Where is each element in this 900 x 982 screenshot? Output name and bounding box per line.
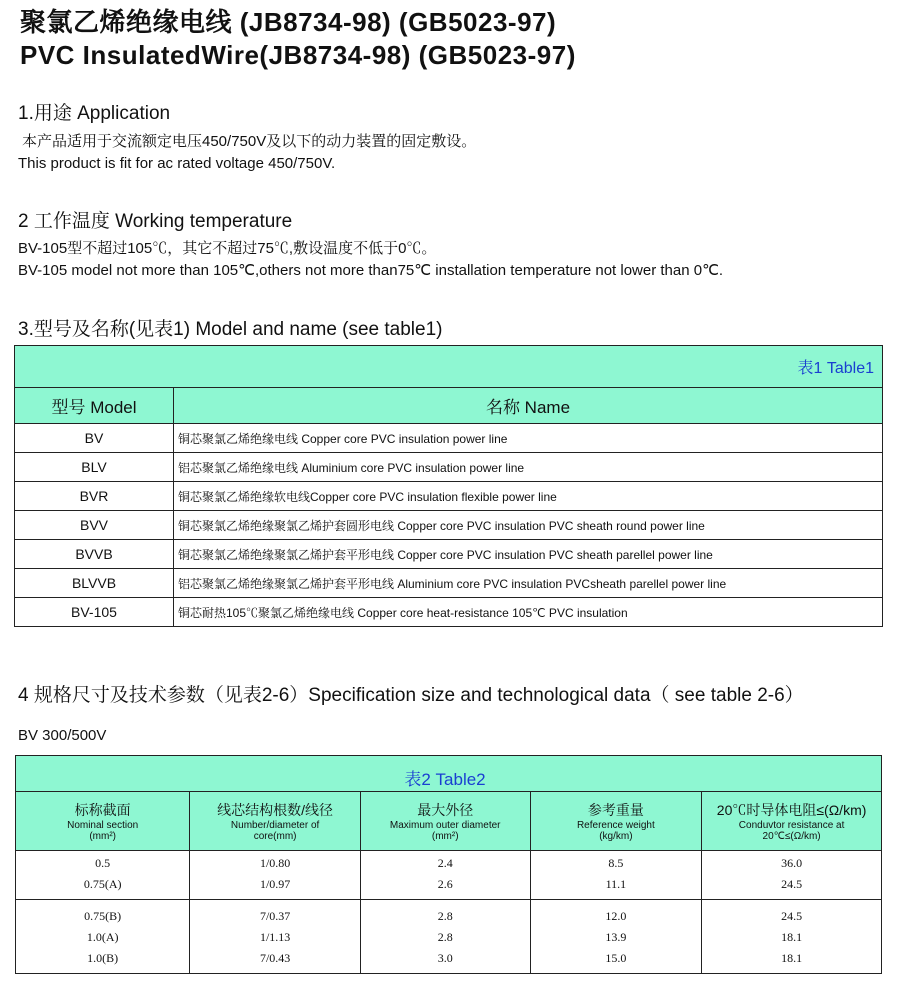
- table-row: [15, 482, 883, 511]
- name-cell: 铜芯聚氯乙烯绝缘电线 Copper core PVC insulation power line: [174, 424, 883, 453]
- data-cell: [16, 851, 190, 900]
- cell-value: 12.0: [605, 909, 627, 923]
- table-row-group: [16, 851, 882, 900]
- header-unit: (mm²): [89, 831, 116, 842]
- model-cell: BVV: [15, 511, 174, 540]
- model-cell: BLVVB: [15, 569, 174, 598]
- section-temperature-heading: 2 工作温度 Working temperature: [18, 211, 293, 232]
- header-en: Nominal section: [67, 820, 139, 831]
- data-cell: [530, 851, 702, 900]
- header-unit: core(mm): [253, 831, 297, 842]
- table-row-group: [16, 900, 882, 974]
- name-cell: 铝芯聚氯乙烯绝缘聚氯乙烯护套平形电线 Aluminium core PVC insulation PVCsheath parellel power line: [174, 569, 883, 598]
- model-cell: BV: [15, 424, 174, 453]
- cell-value: 1.0(A): [86, 930, 119, 944]
- name-cell: 铜芯聚氯乙烯绝缘软电线Copper core PVC insulation flexible power line: [174, 482, 883, 511]
- section-model-heading: 3.型号及名称(见表1) Model and name (see table1): [18, 319, 443, 340]
- data-cell: [702, 900, 882, 974]
- model-cell: BV-105: [15, 598, 174, 627]
- cell-value: 2.8: [437, 930, 453, 944]
- name-cell: 铜芯耐热105℃聚氯乙烯绝缘电线 Copper core heat-resistance 105℃ PVC insulation: [174, 598, 883, 627]
- header-cn: 线芯结构根数/线径: [217, 802, 334, 818]
- model-cell: BVR: [15, 482, 174, 511]
- cell-value: 0.75(B): [84, 909, 122, 923]
- spec-subtitle: BV 300/500V: [18, 727, 107, 744]
- cell-value: 3.0: [437, 951, 453, 965]
- header-cn: 20℃时导体电阻≤(Ω/km): [716, 802, 867, 818]
- name-cell: 铜芯聚氯乙烯绝缘聚氯乙烯护套平形电线 Copper core PVC insulation PVC sheath parellel power line: [174, 540, 883, 569]
- cell-value: 18.1: [781, 951, 803, 965]
- cell-value: 0.5: [95, 856, 111, 870]
- table1-caption: 表1 Table1: [15, 346, 883, 388]
- section-application-heading: 1.用途 Application: [18, 103, 171, 124]
- cell-value: 2.8: [437, 909, 453, 923]
- cell-value: 8.5: [608, 856, 624, 870]
- table-row: [15, 453, 883, 482]
- application-en: This product is fit for ac rated voltage 450/750V.: [18, 155, 336, 172]
- table2: [15, 755, 882, 974]
- header-en: Maximum outer diameter: [389, 820, 501, 831]
- table-row: [15, 424, 883, 453]
- cell-value: 2.4: [437, 856, 453, 870]
- data-cell: [360, 900, 530, 974]
- table-row: [15, 598, 883, 627]
- cell-value: 1.0(B): [87, 951, 119, 965]
- table2-header: [360, 792, 530, 851]
- model-cell: BLV: [15, 453, 174, 482]
- data-cell: [16, 900, 190, 974]
- table2-header: [702, 792, 882, 851]
- table-row: [15, 540, 883, 569]
- title-chinese: 聚氯乙烯绝缘电线 (JB8734-98) (GB5023-97): [20, 7, 557, 37]
- table2-header: [190, 792, 361, 851]
- application-cn: 本产品适用于交流额定电压450/750V及以下的动力装置的固定敷设。: [22, 133, 477, 150]
- table2-header: [530, 792, 702, 851]
- data-cell: [530, 900, 702, 974]
- cell-value: 7/0.37: [259, 909, 291, 923]
- data-cell: [702, 851, 882, 900]
- header-en: Conduvtor resistance at: [738, 820, 845, 831]
- table2-caption: 表2 Table2: [16, 756, 882, 792]
- temperature-en: BV-105 model not more than 105℃,others not more than75℃ installation temperature not lower than 0℃.: [18, 262, 724, 279]
- data-cell: [360, 851, 530, 900]
- name-cell: 铝芯聚氯乙烯绝缘电线 Aluminium core PVC insulation power line: [174, 453, 883, 482]
- table1-header-name: 名称 Name: [174, 388, 883, 424]
- temperature-cn: BV-105型不超过105℃，其它不超过75℃,敷设温度不低于0℃。: [18, 240, 437, 257]
- cell-value: 1/0.80: [259, 856, 291, 870]
- header-cn: 标称截面: [74, 802, 131, 818]
- table-row: [15, 511, 883, 540]
- cell-value: 24.5: [781, 909, 803, 923]
- table-row: [15, 569, 883, 598]
- header-unit: (kg/km): [599, 831, 633, 842]
- cell-value: 1/1.13: [259, 930, 291, 944]
- header-en: Reference weight: [576, 820, 655, 831]
- name-cell: 铜芯聚氯乙烯绝缘聚氯乙烯护套圆形电线 Copper core PVC insulation PVC sheath round power line: [174, 511, 883, 540]
- header-en: Number/diameter of: [230, 820, 320, 831]
- cell-value: 11.1: [605, 877, 627, 891]
- cell-value: 18.1: [781, 930, 803, 944]
- cell-value: 36.0: [781, 856, 803, 870]
- cell-value: 7/0.43: [259, 951, 291, 965]
- cell-value: 15.0: [605, 951, 627, 965]
- cell-value: 24.5: [781, 877, 803, 891]
- data-cell: [190, 900, 361, 974]
- title-english: PVC InsulatedWire(JB8734-98) (GB5023-97): [20, 40, 576, 70]
- cell-value: 0.75(A): [83, 877, 122, 891]
- table1-header-model: 型号 Model: [15, 388, 174, 424]
- table1: [14, 345, 883, 627]
- cell-value: 2.6: [437, 877, 453, 891]
- cell-value: 1/0.97: [259, 877, 291, 891]
- model-cell: BVVB: [15, 540, 174, 569]
- header-cn: 参考重量: [587, 802, 644, 818]
- header-cn: 最大外径: [417, 802, 474, 818]
- header-unit: (mm²): [431, 831, 459, 842]
- table2-header: [16, 792, 190, 851]
- section-spec-heading: 4 规格尺寸及技术参数（见表2-6）Specification size and technological data（ see table 2-6）: [18, 685, 804, 706]
- cell-value: 13.9: [605, 930, 627, 944]
- data-cell: [190, 851, 361, 900]
- header-unit: 20℃≤(Ω/km): [762, 831, 821, 842]
